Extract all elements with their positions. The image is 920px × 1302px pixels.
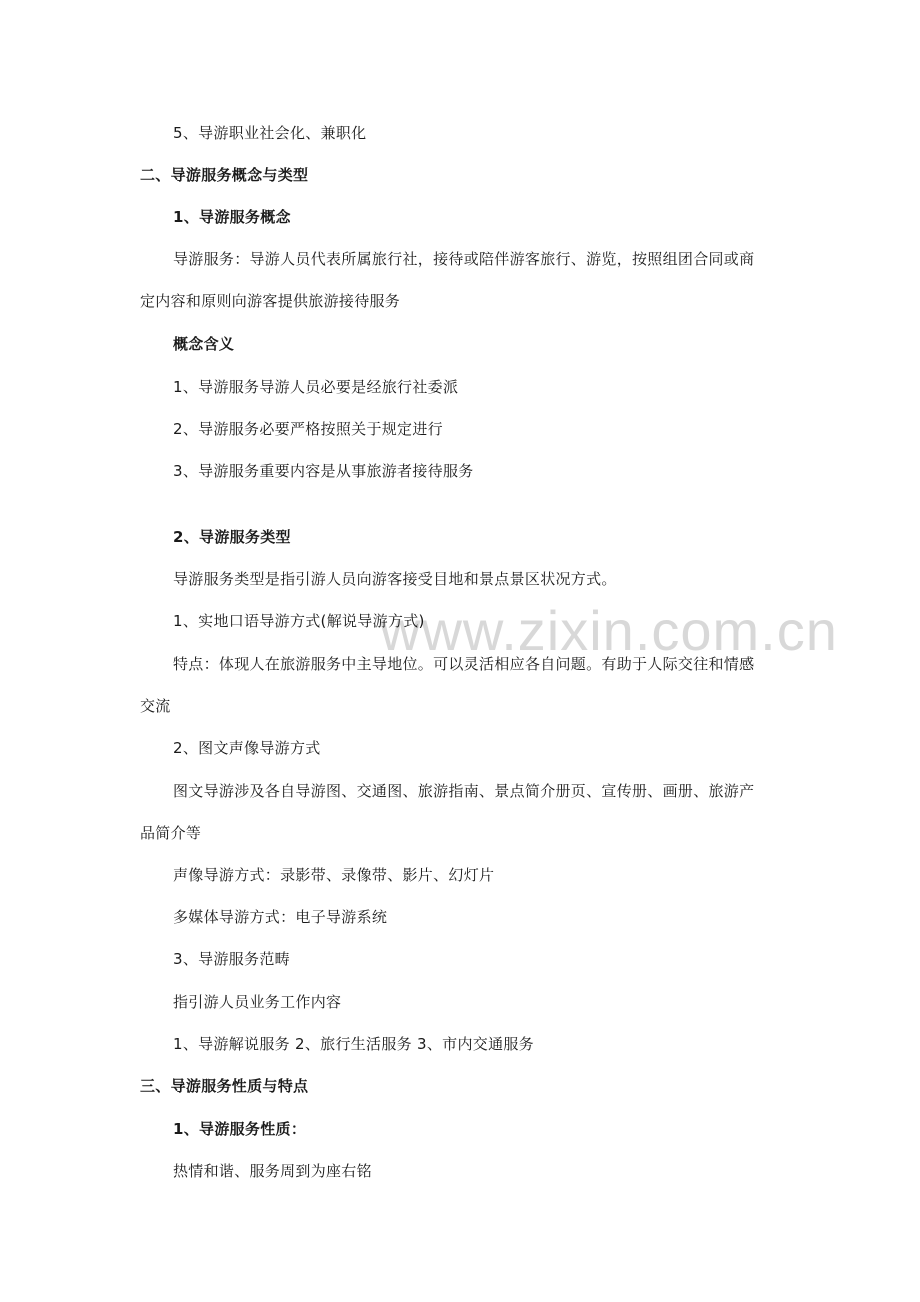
watermark: www.zixin.com.cn [380,599,838,662]
paragraph-audio-video: 声像导游方式：录影带、录像带、影片、幻灯片 [173,866,495,884]
paragraph-motto: 热情和谐、服务周到为座右铭 [173,1162,372,1180]
paragraph-features-line2: 交流 [140,697,171,715]
paragraph-features-line1: 特点：体现人在旅游服务中主导地位。可以灵活相应各自问题。有助于人际交往和情感 [173,655,755,673]
subheading-types: 2、导游服务类型 [173,528,291,546]
subheading-nature: 1、导游服务性质： [173,1120,307,1138]
paragraph-graphic-line1: 图文导游涉及各自导游图、交通图、旅游指南、景点简介册页、宣传册、画册、旅游产 [173,782,755,800]
paragraph-scope: 指引游人员业务工作内容 [173,993,342,1011]
paragraph-multimedia: 多媒体导游方式：电子导游系统 [173,908,388,926]
section-heading-2: 二、导游服务概念与类型 [140,166,309,184]
paragraph-definition-line2: 定内容和原则向游客提供旅游接待服务 [140,292,401,310]
list-item-5-part-time: 5、导游职业社会化、兼职化 [173,124,367,142]
subheading-concept: 1、导游服务概念 [173,208,291,226]
list-item-oral-guide: 1、实地口语导游方式(解说导游方式) [173,612,425,630]
paragraph-graphic-line2: 品简介等 [140,824,202,842]
subheading-meaning: 概念含义 [173,335,235,353]
list-item-scope: 3、导游服务范畴 [173,950,290,968]
paragraph-services: 1、导游解说服务 2、旅行生活服务 3、市内交通服务 [173,1035,534,1053]
paragraph-definition-line1: 导游服务：导游人员代表所属旅行社，接待或陪伴游客旅行、游览，按照组团合同或商 [173,250,755,268]
list-item-audiovisual-guide: 2、图文声像导游方式 [173,739,321,757]
list-item-meaning-2: 2、导游服务必要严格按照关于规定进行 [173,420,443,438]
paragraph-types-intro: 导游服务类型是指引游人员向游客接受目地和景点景区状况方式。 [173,570,617,588]
list-item-meaning-3: 3、导游服务重要内容是从事旅游者接待服务 [173,462,474,480]
list-item-meaning-1: 1、导游服务导游人员必要是经旅行社委派 [173,378,459,396]
section-heading-3: 三、导游服务性质与特点 [140,1077,309,1095]
